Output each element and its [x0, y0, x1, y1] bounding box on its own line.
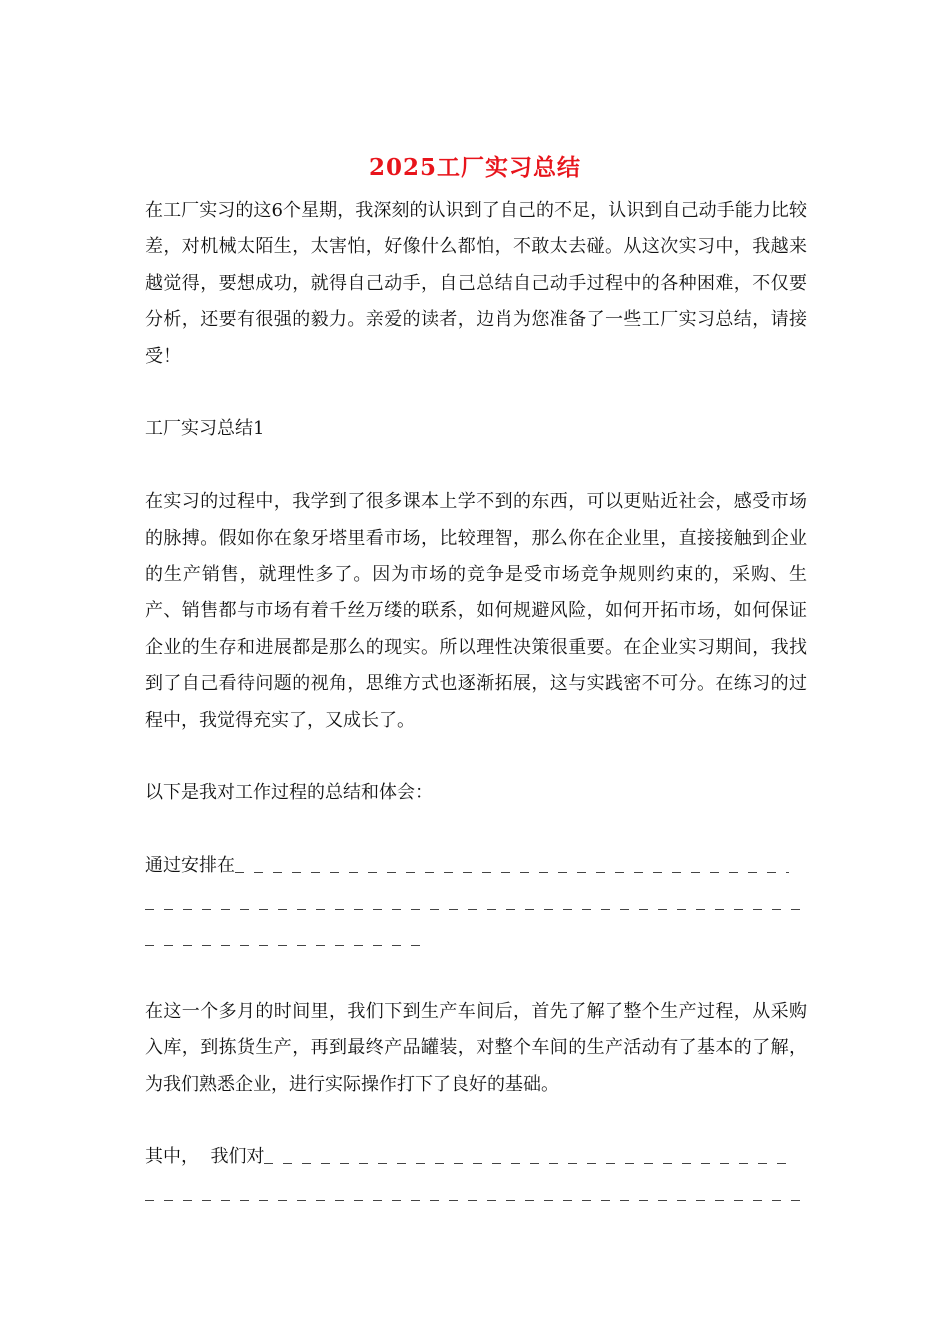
fill-label: 其中， 我们对 — [145, 1146, 265, 1168]
fill-in-blank-2 — [145, 1139, 807, 1212]
blank-underline — [145, 1176, 807, 1212]
blank-underline — [264, 1139, 788, 1175]
section-heading: 工厂实习总结1 — [145, 418, 265, 440]
blank-line — [145, 885, 807, 921]
paragraph-gap — [145, 812, 807, 848]
document-title: 2025工厂实习总结 — [368, 154, 581, 181]
body-paragraph: 在这一个多月的时间里，我们下到生产车间后，首先了解了整个生产过程，从采购入库，到拣货生产，再到最终产品罐装，对整个车间的生产活动有了基本的了解，为我们熟悉企业，进行实际操作打下了良好的基础。 — [145, 1000, 807, 1095]
blank-line — [145, 921, 807, 957]
blank-line — [145, 1139, 807, 1175]
body-paragraph: 以下是我对工作过程的总结和体会： — [145, 782, 433, 804]
blank-underline — [235, 848, 789, 884]
fill-in-blank-1 — [145, 848, 807, 957]
paragraph-gap — [145, 739, 807, 775]
fill-label: 通过安排在 — [145, 855, 235, 877]
document-body — [145, 193, 807, 1212]
paragraph-gap — [145, 375, 807, 411]
paragraph-gap — [145, 1103, 807, 1139]
body-paragraph: 在实习的过程中，我学到了很多课本上学不到的东西，可以更贴近社会，感受市场的脉搏。假如你在象牙塔里看市场，比较理智，那么你在企业里，直接接触到企业的生产销售，就理性多了。因为市场的竞争是受市场竞争规则约束的，采购、生产、销售都与市场有着千丝万缕的联系，如何规避风险，如何开拓市场，如何保证企业的生存和进展都是那么的现实。所以理性决策很重要。在企业实习期间，我找到了自己看待问题的视角，思维方式也逐渐拓展，这与实践密不可分。在练习的过程中，我觉得充实了，又成长了。 — [145, 491, 807, 731]
blank-underline — [145, 921, 425, 957]
paragraph-gap — [145, 957, 807, 993]
blank-underline — [145, 885, 807, 921]
blank-line — [145, 848, 807, 884]
blank-line — [145, 1176, 807, 1212]
intro-paragraph: 在工厂实习的这6个星期，我深刻的认识到了自己的不足，认识到自己动手能力比较差，对机械太陌生，太害怕，好像什么都怕，不敢太去碰。从这次实习中，我越来越觉得，要想成功，就得自己动手，自己总结自己动手过程中的各种困难，不仅要分析，还要有很强的毅力。亲爱的读者，边肖为您准备了一些工厂实习总结，请接受！ — [145, 200, 807, 367]
paragraph-gap — [145, 448, 807, 484]
